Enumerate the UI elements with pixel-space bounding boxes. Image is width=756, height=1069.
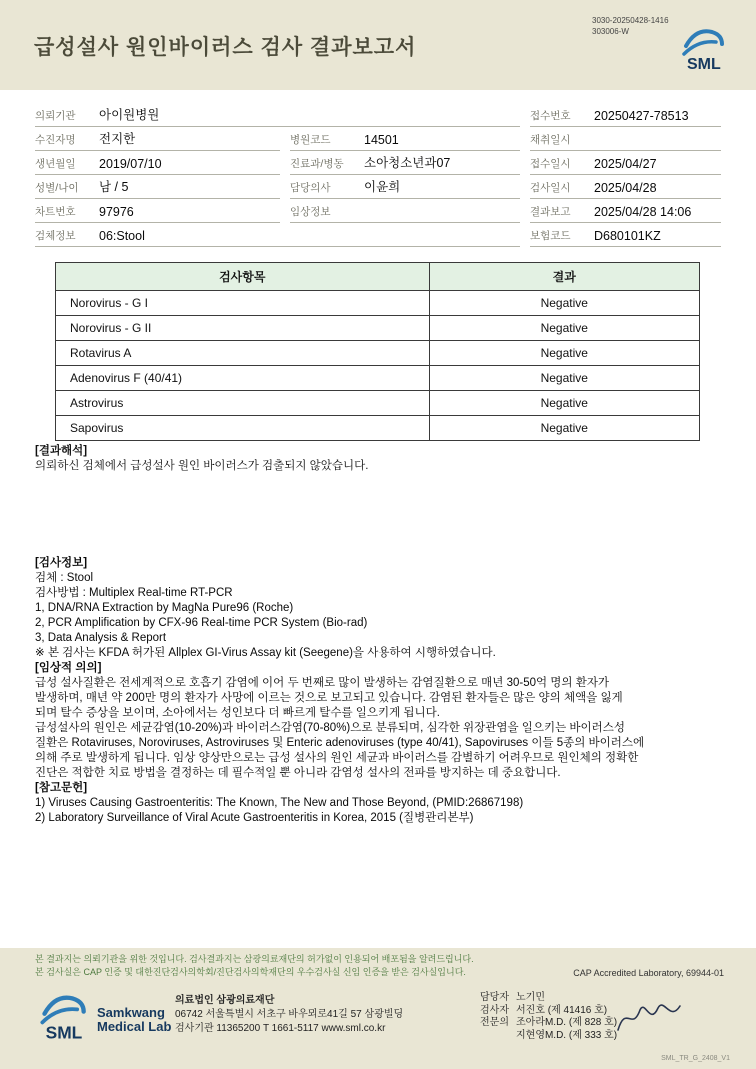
field-label: 병원코드 (290, 134, 331, 146)
field-result-report (530, 199, 721, 223)
test-item-result: Negative (429, 391, 699, 416)
test-item-name: Astrovirus (56, 391, 430, 416)
field-department-ward (290, 151, 520, 175)
results-table-row (56, 316, 700, 341)
patient-info-row (35, 223, 721, 247)
test-item-result: Negative (429, 366, 699, 391)
references-heading: [참고문헌] (35, 782, 88, 794)
footer-staff-block (480, 992, 617, 1042)
field-value: 97976 (99, 205, 134, 219)
organization-contact: 검사기관 11365200 T 1661-5117 www.sml.co.kr (175, 1023, 386, 1034)
staff-label: 전문의 (480, 1017, 509, 1028)
field-value: 2025/04/28 14:06 (594, 205, 692, 219)
footer-address-block (175, 994, 403, 1036)
results-table-header-cell: 결과 (429, 263, 699, 291)
results-table-header-row (56, 263, 700, 291)
staff-label: 담당자 (480, 992, 509, 1003)
text-line: 검사방법 : Multiplex Real-time RT-PCR (35, 587, 233, 599)
staff-value: 지현영M.D. (제 333 호) (516, 1029, 618, 1041)
text-line: 2) Laboratory Surveillance of Viral Acute Gastroenteritis in Korea, 2015 (질병관리본부) (35, 812, 474, 824)
references-lines (35, 796, 730, 826)
footer-notice-line2: 본 검사실은 CAP 인증 및 대한진단검사의학회/진단검사의학재단의 우수검사실 신임 인증을 받은 검사실입니다. (35, 967, 466, 977)
details-section (35, 556, 730, 826)
test-info-lines (35, 571, 730, 661)
text-line: 질환은 Rotaviruses, Noroviruses, Astroviruses 및 Enteric adenoviruses (type 40/41), Sapoviruses 이들 5종의 바이러스에 (35, 737, 645, 749)
field-value: 06:Stool (99, 229, 145, 243)
organization-name: 의료법인 삼광의료재단 (175, 995, 275, 1006)
text-line: 진단은 적합한 치료 방법을 결정하는 데 필수적일 뿐 아니라 감염성 설사의 전파를 방지하는 데 중요합니다. (35, 767, 561, 779)
text-line: 급성설사의 원인은 세균감염(10-20%)과 바이러스감염(70-80%)으로 분류되며, 심각한 위장관염을 일으키는 바이러스성 (35, 722, 625, 734)
patient-info-row (35, 175, 721, 199)
text-line: 검체 : Stool (35, 572, 94, 584)
patient-info-row (35, 199, 721, 223)
field-label: 차트번호 (35, 206, 76, 218)
test-item-name: Rotavirus A (56, 341, 430, 366)
text-line: 의해 주로 발생하게 됩니다. 임상 양상만으로는 급성 설사의 원인 세균과 바이러스를 감별하기 어려우므로 원인체의 정확한 (35, 752, 639, 764)
field-value: 남 / 5 (99, 180, 129, 194)
test-item-name: Norovirus - G II (56, 316, 430, 341)
cap-accreditation-text: CAP Accredited Laboratory, 69944-01 (573, 968, 724, 978)
clinical-heading: [임상적 의의] (35, 662, 102, 674)
staff-row (480, 992, 617, 1005)
sml-logo-icon (678, 26, 728, 77)
results-table-header-cell: 검사항목 (56, 263, 430, 291)
signature-scribble (612, 998, 684, 1045)
test-info-heading: [검사정보] (35, 557, 88, 569)
results-table-row (56, 416, 700, 441)
field-test-datetime (530, 175, 721, 199)
field-label: 접수번호 (530, 110, 571, 122)
field-value: 14501 (364, 133, 399, 147)
field-label: 채취일시 (530, 134, 571, 146)
field-value: 이윤희 (364, 180, 401, 194)
test-item-result: Negative (429, 291, 699, 316)
text-line: 되며 탈수 증상을 보이며, 소아에서는 성인보다 더 빠르게 탈수를 일으키게 됩니다. (35, 707, 440, 719)
clinical-lines (35, 676, 730, 781)
field-value: 소아청소년과07 (364, 156, 451, 170)
field-chart-number (35, 199, 280, 223)
results-table-row (56, 291, 700, 316)
field-label: 검체정보 (35, 230, 76, 242)
staff-label: 검사자 (480, 1004, 509, 1016)
report-footer (0, 948, 756, 1069)
field-label: 결과보고 (530, 206, 571, 218)
field-insurance-code (530, 223, 721, 247)
field-label: 생년월일 (35, 158, 76, 170)
test-item-name: Adenovirus F (40/41) (56, 366, 430, 391)
patient-info-row (35, 103, 721, 127)
text-line: 급성 설사질환은 전세계적으로 호흡기 감염에 이어 두 번째로 많이 발생하는 감염질환으로 매년 30-50억 명의 환자가 (35, 677, 610, 689)
staff-value: 노기민 (516, 992, 545, 1003)
field-hospital-code (290, 127, 520, 151)
test-item-result: Negative (429, 341, 699, 366)
field-label: 접수일시 (530, 158, 571, 170)
staff-value: 서진호 (제 41416 호) (516, 1004, 608, 1016)
patient-info-row (35, 151, 721, 175)
logo-line1: Samkwang (97, 1004, 165, 1020)
staff-row (480, 1005, 617, 1018)
field-attending-doctor (290, 175, 520, 199)
footer-logo (35, 992, 171, 1047)
svg-text:SML: SML (45, 1022, 83, 1042)
field-label: 임상정보 (290, 206, 331, 218)
patient-info-section (35, 103, 721, 247)
field-sex-age (35, 175, 280, 199)
form-code: SML_TR_G_2408_V1 (661, 1055, 730, 1062)
field-value: 2025/04/28 (594, 181, 657, 195)
footer-logo-text (97, 1006, 171, 1034)
field-label: 성별/나이 (35, 182, 79, 194)
field-value: 아이원병원 (99, 108, 160, 122)
staff-label (480, 1030, 516, 1043)
field-receipt-number (530, 103, 721, 127)
interpretation-heading: [결과해석] (35, 445, 88, 457)
logo-line2: Medical Lab (97, 1018, 172, 1034)
field-label: 검사일시 (530, 182, 571, 194)
field-value: 2019/07/10 (99, 157, 162, 171)
text-line: ※ 본 검사는 KFDA 허가된 Allplex GI-Virus Assay kit (Seegene)을 사용하여 시행하였습니다. (35, 647, 496, 659)
field-specimen-info (35, 223, 520, 247)
sml-logo-icon (35, 992, 91, 1047)
field-receipt-datetime (530, 151, 721, 175)
text-line: 3, Data Analysis & Report (35, 632, 167, 644)
interpretation-section (35, 444, 725, 474)
field-value: D680101KZ (594, 229, 661, 243)
field-label: 담당의사 (290, 182, 331, 194)
text-line: 2, PCR Amplification by CFX-96 Real-time PCR System (Bio-rad) (35, 617, 368, 629)
field-label: 보험코드 (530, 230, 571, 242)
results-table-row (56, 366, 700, 391)
field-value: 2025/04/27 (594, 157, 657, 171)
field-clinical-info (290, 199, 520, 223)
document-code-2: 303006-W (592, 26, 629, 36)
text-line: 1) Viruses Causing Gastroenteritis: The Known, The New and Those Beyond, (PMID:26867198) (35, 797, 524, 809)
field-collection-datetime (530, 127, 721, 151)
staff-row (480, 1030, 617, 1043)
results-table-row (56, 341, 700, 366)
field-label: 진료과/병동 (290, 158, 344, 170)
field-value: 전지한 (99, 132, 136, 146)
field-label: 의뢰기관 (35, 110, 76, 122)
test-item-result: Negative (429, 416, 699, 441)
results-table (55, 262, 700, 441)
field-birth-date (35, 151, 280, 175)
results-table-row (56, 391, 700, 416)
results-table-body (56, 291, 700, 441)
patient-info-row (35, 127, 721, 151)
report-header (0, 0, 756, 90)
document-code-1: 3030-20250428-1416 (592, 16, 669, 25)
organization-address: 06742 서울특별시 서초구 바우뫼로41길 57 삼광빌딩 (175, 1009, 404, 1020)
staff-row (480, 1017, 617, 1030)
field-requesting-institution (35, 103, 520, 127)
field-value: 20250427-78513 (594, 109, 689, 123)
test-item-result: Negative (429, 316, 699, 341)
test-item-name: Norovirus - G I (56, 291, 430, 316)
staff-value: 조아라M.D. (제 828 호) (516, 1017, 618, 1028)
report-title: 급성설사 원인바이러스 검사 결과보고서 (34, 36, 417, 59)
text-line: 발생하며, 매년 약 200만 명의 환자가 사망에 이르는 것으로 보고되고 있습니다. 감염된 환자들은 많은 양의 체액을 잃게 (35, 692, 623, 704)
document-codes (592, 16, 669, 38)
text-line: 1, DNA/RNA Extraction by MagNa Pure96 (Roche) (35, 602, 294, 614)
footer-notice-line1: 본 결과지는 의뢰기관을 위한 것입니다. 검사결과지는 삼광의료재단의 허가없이 인용되어 배포됨을 알려드립니다. (35, 954, 474, 964)
field-patient-name (35, 127, 280, 151)
svg-text:SML: SML (687, 56, 721, 72)
field-label: 수진자명 (35, 134, 76, 146)
footer-notice (35, 953, 474, 979)
test-item-name: Sapovirus (56, 416, 430, 441)
interpretation-text: 의뢰하신 검체에서 급성설사 원인 바이러스가 검출되지 않았습니다. (35, 460, 369, 472)
